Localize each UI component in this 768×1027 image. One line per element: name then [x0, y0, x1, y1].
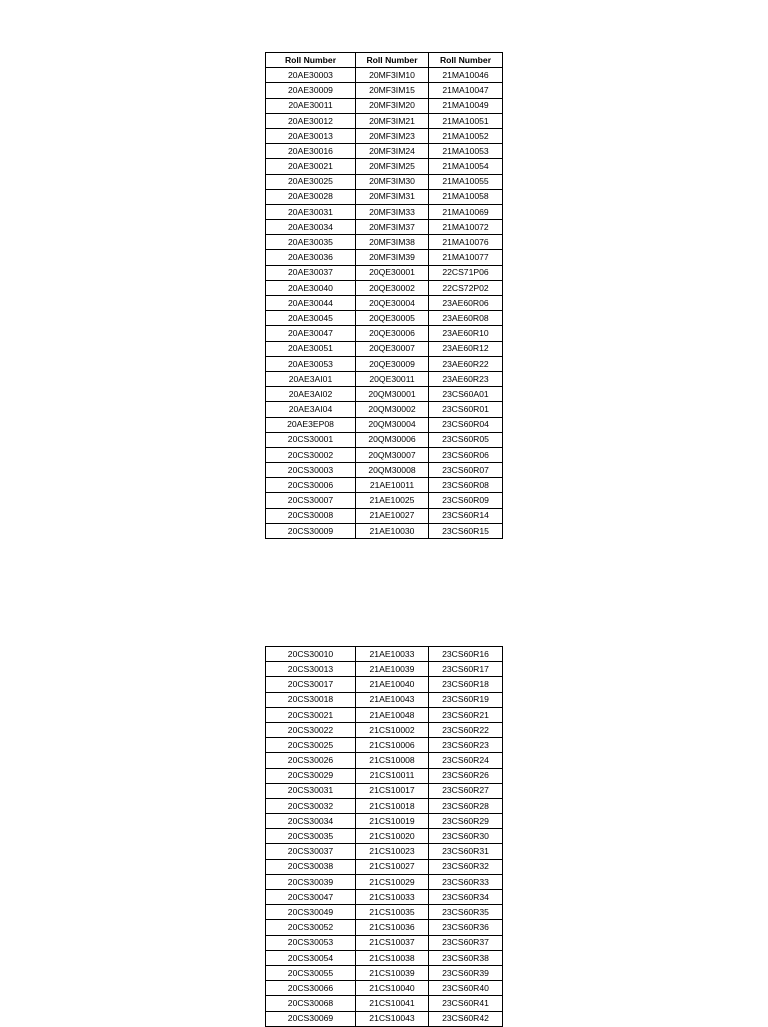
table-row: [266, 417, 503, 432]
roll-number-cell: 20MF3IM23: [356, 128, 429, 143]
roll-number-cell: 20MF3IM31: [356, 189, 429, 204]
roll-number-cell: 20AE3AI02: [266, 387, 356, 402]
roll-number-cell: 23CS60R21: [429, 707, 503, 722]
roll-number-cell: 21MA10055: [429, 174, 503, 189]
roll-number-cell: 21AE10048: [356, 707, 429, 722]
roll-number-cell: 20CS30037: [266, 844, 356, 859]
roll-number-cell: 22CS72P02: [429, 280, 503, 295]
roll-number-cell: 20QM30001: [356, 387, 429, 402]
roll-number-cell: 21MA10052: [429, 128, 503, 143]
table-row: [266, 950, 503, 965]
roll-number-cell: 21CS10008: [356, 753, 429, 768]
roll-number-cell: 23CS60R23: [429, 738, 503, 753]
roll-number-cell: 20CS30029: [266, 768, 356, 783]
roll-number-cell: 20AE30021: [266, 159, 356, 174]
roll-number-cell: 20AE30009: [266, 83, 356, 98]
roll-number-cell: 20AE30053: [266, 356, 356, 371]
table-row: [266, 371, 503, 386]
roll-number-cell: 23CS60R29: [429, 814, 503, 829]
roll-number-cell: 20QM30006: [356, 432, 429, 447]
table-row: [266, 707, 503, 722]
table-row: [266, 677, 503, 692]
roll-number-cell: 23AE60R23: [429, 371, 503, 386]
roll-number-cell: 20CS30017: [266, 677, 356, 692]
roll-number-cell: 23CS60A01: [429, 387, 503, 402]
table-row: [266, 859, 503, 874]
table-row: [266, 296, 503, 311]
roll-number-cell: 23CS60R30: [429, 829, 503, 844]
table-row: [266, 68, 503, 83]
roll-number-cell: 21AE10043: [356, 692, 429, 707]
roll-number-cell: 20AE3AI01: [266, 371, 356, 386]
roll-number-cell: 21MA10053: [429, 144, 503, 159]
table-row: [266, 662, 503, 677]
roll-number-table-2-body: [266, 647, 503, 1027]
roll-number-cell: 23CS60R33: [429, 874, 503, 889]
table-row: [266, 738, 503, 753]
roll-number-cell: 23CS60R40: [429, 981, 503, 996]
table-row: [266, 144, 503, 159]
roll-number-cell: 20CS30054: [266, 950, 356, 965]
roll-number-cell: 20AE30011: [266, 98, 356, 113]
roll-number-cell: 23CS60R37: [429, 935, 503, 950]
table-row: [266, 280, 503, 295]
roll-number-cell: 23CS60R14: [429, 508, 503, 523]
roll-number-cell: 21CS10029: [356, 874, 429, 889]
roll-number-cell: 23CS60R19: [429, 692, 503, 707]
roll-number-cell: 23AE60R12: [429, 341, 503, 356]
roll-number-cell: 21CS10039: [356, 965, 429, 980]
table-row: [266, 402, 503, 417]
roll-number-cell: 20QE30004: [356, 296, 429, 311]
roll-number-cell: 20MF3IM39: [356, 250, 429, 265]
table-row: [266, 220, 503, 235]
table-row: [266, 341, 503, 356]
table-row: [266, 265, 503, 280]
table-row: [266, 311, 503, 326]
table-row: [266, 432, 503, 447]
table-row: [266, 753, 503, 768]
table-row: [266, 692, 503, 707]
table-row: [266, 174, 503, 189]
roll-number-cell: 23CS60R34: [429, 890, 503, 905]
table-row: [266, 113, 503, 128]
roll-number-cell: 23CS60R42: [429, 1011, 503, 1026]
roll-number-cell: 21MA10069: [429, 204, 503, 219]
roll-number-table-2: [265, 646, 503, 1027]
roll-number-cell: 20QE30009: [356, 356, 429, 371]
roll-number-cell: 21MA10047: [429, 83, 503, 98]
roll-number-cell: 23CS60R26: [429, 768, 503, 783]
roll-number-cell: 21CS10035: [356, 905, 429, 920]
roll-number-cell: 21AE10033: [356, 647, 429, 662]
roll-number-cell: 21CS10040: [356, 981, 429, 996]
roll-number-cell: 20QE30001: [356, 265, 429, 280]
roll-number-cell: 20MF3IM33: [356, 204, 429, 219]
roll-number-cell: 20AE30047: [266, 326, 356, 341]
roll-number-cell: 20MF3IM37: [356, 220, 429, 235]
roll-number-cell: 20AE30036: [266, 250, 356, 265]
roll-number-cell: 20AE30035: [266, 235, 356, 250]
roll-number-cell: 20CS30003: [266, 463, 356, 478]
table-row: [266, 722, 503, 737]
roll-number-cell: 20CS30069: [266, 1011, 356, 1026]
roll-number-cell: 23CS60R31: [429, 844, 503, 859]
table-row: [266, 829, 503, 844]
roll-number-cell: 21CS10020: [356, 829, 429, 844]
roll-number-cell: 23CS60R35: [429, 905, 503, 920]
roll-number-cell: 20AE30025: [266, 174, 356, 189]
roll-number-cell: 20AE30028: [266, 189, 356, 204]
table-row: [266, 647, 503, 662]
roll-number-cell: 21AE10011: [356, 478, 429, 493]
table-row: [266, 128, 503, 143]
roll-number-cell: 20MF3IM20: [356, 98, 429, 113]
roll-number-cell: 21CS10017: [356, 783, 429, 798]
table-row: [266, 935, 503, 950]
roll-number-cell: 20MF3IM21: [356, 113, 429, 128]
roll-number-cell: 23CS60R01: [429, 402, 503, 417]
roll-number-cell: 20CS30008: [266, 508, 356, 523]
roll-number-cell: 21MA10076: [429, 235, 503, 250]
roll-number-cell: 20MF3IM10: [356, 68, 429, 83]
roll-number-cell: 23CS60R05: [429, 432, 503, 447]
table-row: [266, 996, 503, 1011]
roll-number-cell: 21CS10011: [356, 768, 429, 783]
table-row: [266, 981, 503, 996]
roll-number-cell: 21AE10030: [356, 523, 429, 538]
roll-number-cell: 20CS30049: [266, 905, 356, 920]
table-row: [266, 798, 503, 813]
roll-number-cell: 20AE30040: [266, 280, 356, 295]
roll-number-cell: 20CS30021: [266, 707, 356, 722]
roll-number-cell: 23AE60R10: [429, 326, 503, 341]
table-row: [266, 250, 503, 265]
roll-number-cell: 23CS60R09: [429, 493, 503, 508]
table-row: [266, 523, 503, 538]
roll-number-cell: 20CS30013: [266, 662, 356, 677]
column-header-roll-number: Roll Number: [356, 53, 429, 68]
table-row: [266, 159, 503, 174]
roll-number-cell: 23AE60R06: [429, 296, 503, 311]
roll-number-cell: 20AE30003: [266, 68, 356, 83]
roll-number-cell: 20CS30052: [266, 920, 356, 935]
roll-number-cell: 21CS10018: [356, 798, 429, 813]
roll-number-cell: 23CS60R07: [429, 463, 503, 478]
roll-number-cell: 23CS60R36: [429, 920, 503, 935]
table-row: [266, 356, 503, 371]
roll-number-cell: 20AE3EP08: [266, 417, 356, 432]
table-row: [266, 387, 503, 402]
table-row: [266, 965, 503, 980]
roll-number-cell: 20CS30006: [266, 478, 356, 493]
roll-number-cell: 21CS10037: [356, 935, 429, 950]
roll-number-cell: 20AE30013: [266, 128, 356, 143]
roll-number-cell: 20CS30001: [266, 432, 356, 447]
roll-number-cell: 20CS30031: [266, 783, 356, 798]
roll-number-cell: 20MF3IM25: [356, 159, 429, 174]
roll-number-cell: 20CS30032: [266, 798, 356, 813]
roll-number-cell: 20CS30009: [266, 523, 356, 538]
roll-number-cell: 21AE10039: [356, 662, 429, 677]
roll-number-cell: 20CS30055: [266, 965, 356, 980]
table-row: [266, 189, 503, 204]
roll-number-cell: 20CS30039: [266, 874, 356, 889]
roll-number-cell: 20AE30045: [266, 311, 356, 326]
roll-number-cell: 20CS30025: [266, 738, 356, 753]
column-header-roll-number: Roll Number: [429, 53, 503, 68]
roll-number-cell: 21CS10033: [356, 890, 429, 905]
roll-number-cell: 23CS60R16: [429, 647, 503, 662]
roll-number-cell: 23AE60R08: [429, 311, 503, 326]
roll-number-cell: 20QE30011: [356, 371, 429, 386]
roll-number-cell: 23CS60R04: [429, 417, 503, 432]
roll-number-cell: 20CS30026: [266, 753, 356, 768]
roll-number-cell: 23CS60R17: [429, 662, 503, 677]
roll-number-cell: 23CS60R22: [429, 722, 503, 737]
roll-number-cell: 20CS30047: [266, 890, 356, 905]
roll-number-cell: 21AE10025: [356, 493, 429, 508]
roll-number-cell: 21CS10027: [356, 859, 429, 874]
roll-number-cell: 20CS30022: [266, 722, 356, 737]
table-row: [266, 508, 503, 523]
roll-number-cell: 20QM30002: [356, 402, 429, 417]
roll-number-cell: 21CS10019: [356, 814, 429, 829]
table-row: [266, 98, 503, 113]
roll-number-cell: 21CS10006: [356, 738, 429, 753]
roll-number-cell: 22CS71P06: [429, 265, 503, 280]
roll-number-cell: 20CS30035: [266, 829, 356, 844]
table-row: [266, 447, 503, 462]
roll-number-cell: 21MA10077: [429, 250, 503, 265]
roll-number-cell: 23CS60R27: [429, 783, 503, 798]
roll-number-cell: 20CS30007: [266, 493, 356, 508]
roll-number-cell: 20CS30066: [266, 981, 356, 996]
roll-number-cell: 20AE30044: [266, 296, 356, 311]
roll-number-cell: 21AE10040: [356, 677, 429, 692]
roll-number-cell: 20MF3IM15: [356, 83, 429, 98]
table-row: [266, 783, 503, 798]
table-row: [266, 874, 503, 889]
table-row: [266, 83, 503, 98]
roll-number-cell: 23AE60R22: [429, 356, 503, 371]
roll-number-cell: 20CS30010: [266, 647, 356, 662]
roll-number-cell: 20CS30018: [266, 692, 356, 707]
roll-number-cell: 21CS10043: [356, 1011, 429, 1026]
roll-number-cell: 21CS10023: [356, 844, 429, 859]
roll-number-cell: 20CS30053: [266, 935, 356, 950]
roll-number-cell: 21MA10049: [429, 98, 503, 113]
roll-number-cell: 21MA10054: [429, 159, 503, 174]
roll-number-cell: 20MF3IM30: [356, 174, 429, 189]
table-row: [266, 905, 503, 920]
roll-number-table-1: [265, 52, 503, 539]
roll-number-cell: 20CS30068: [266, 996, 356, 1011]
roll-number-cell: 20AE3AI04: [266, 402, 356, 417]
table-row: [266, 463, 503, 478]
roll-number-cell: 20AE30037: [266, 265, 356, 280]
roll-number-cell: 21CS10041: [356, 996, 429, 1011]
roll-number-cell: 20MF3IM24: [356, 144, 429, 159]
roll-number-cell: 23CS60R18: [429, 677, 503, 692]
roll-number-cell: 21MA10072: [429, 220, 503, 235]
roll-number-cell: 21MA10051: [429, 113, 503, 128]
roll-number-cell: 21AE10027: [356, 508, 429, 523]
roll-number-cell: 20MF3IM38: [356, 235, 429, 250]
roll-number-cell: 20CS30034: [266, 814, 356, 829]
table-row: [266, 204, 503, 219]
roll-number-cell: 23CS60R24: [429, 753, 503, 768]
roll-number-cell: 23CS60R41: [429, 996, 503, 1011]
roll-number-cell: 20QE30006: [356, 326, 429, 341]
table-row: [266, 890, 503, 905]
table-row: [266, 814, 503, 829]
roll-number-cell: 20AE30031: [266, 204, 356, 219]
roll-number-cell: 20QE30005: [356, 311, 429, 326]
roll-number-cell: 20AE30012: [266, 113, 356, 128]
table-row: [266, 768, 503, 783]
table-row: [266, 844, 503, 859]
roll-number-cell: 20QM30008: [356, 463, 429, 478]
roll-number-cell: 21CS10002: [356, 722, 429, 737]
roll-number-cell: 20CS30002: [266, 447, 356, 462]
table-row: [266, 493, 503, 508]
roll-number-cell: 20AE30034: [266, 220, 356, 235]
roll-number-cell: 23CS60R32: [429, 859, 503, 874]
table-header-row: [266, 53, 503, 68]
roll-number-cell: 20CS30038: [266, 859, 356, 874]
table-row: [266, 326, 503, 341]
table-row: [266, 920, 503, 935]
roll-number-cell: 20QE30007: [356, 341, 429, 356]
roll-number-cell: 23CS60R06: [429, 447, 503, 462]
roll-number-cell: 20QM30004: [356, 417, 429, 432]
roll-number-cell: 20QM30007: [356, 447, 429, 462]
table-row: [266, 235, 503, 250]
roll-number-cell: 23CS60R08: [429, 478, 503, 493]
table-row: [266, 478, 503, 493]
column-header-roll-number: Roll Number: [266, 53, 356, 68]
roll-number-cell: 23CS60R28: [429, 798, 503, 813]
roll-number-table-1-body: [266, 68, 503, 539]
roll-number-cell: 23CS60R15: [429, 523, 503, 538]
roll-number-cell: 21CS10036: [356, 920, 429, 935]
roll-number-cell: 20AE30051: [266, 341, 356, 356]
roll-number-cell: 21CS10038: [356, 950, 429, 965]
roll-number-cell: 20AE30016: [266, 144, 356, 159]
roll-number-cell: 21MA10046: [429, 68, 503, 83]
roll-number-cell: 21MA10058: [429, 189, 503, 204]
roll-number-cell: 23CS60R38: [429, 950, 503, 965]
roll-number-cell: 20QE30002: [356, 280, 429, 295]
roll-number-cell: 23CS60R39: [429, 965, 503, 980]
